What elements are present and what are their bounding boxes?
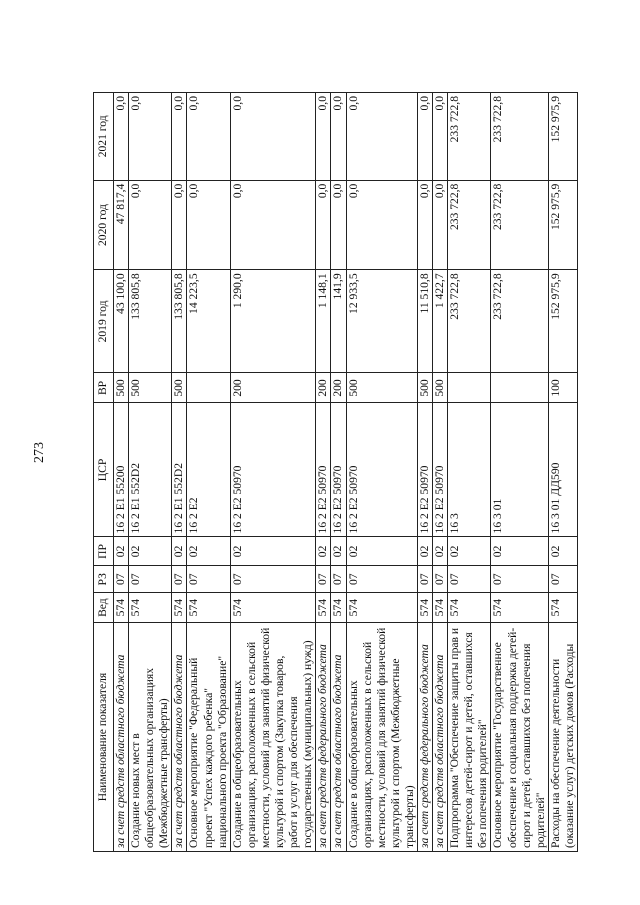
cell-2020: 0,0 bbox=[316, 180, 331, 270]
cell-2019: 133 805,8 bbox=[172, 270, 187, 373]
cell-name: Создание в общеобразовательных организациях, расположенных в сельской местности, условий для занятий физической культурой и спортом (Межбюджетные трансферты) bbox=[346, 623, 417, 852]
cell-2020: 0,0 bbox=[187, 180, 230, 270]
cell-ved: 574 bbox=[187, 593, 230, 623]
cell-pr: 02 bbox=[172, 537, 187, 566]
cell-2020: 0,0 bbox=[346, 180, 417, 270]
cell-csr: 16 2 E1 55200 bbox=[114, 403, 129, 537]
cell-csr: 16 2 E2 50970 bbox=[316, 403, 331, 537]
cell-2021: 0,0 bbox=[129, 93, 172, 181]
cell-rz: 07 bbox=[230, 566, 316, 593]
cell-2020: 0,0 bbox=[433, 180, 448, 270]
table-row bbox=[417, 93, 432, 852]
cell-2021: 233 722,8 bbox=[491, 93, 548, 181]
cell-2021: 0,0 bbox=[316, 93, 331, 181]
cell-ved: 574 bbox=[316, 593, 331, 623]
cell-2019: 1 290,0 bbox=[230, 270, 316, 373]
cell-name: Основное мероприятие "Государственное обеспечение и социальная поддержка детей-сирот и детей, оставшихся без попечения родителей" bbox=[491, 623, 548, 852]
cell-2019: 233 722,8 bbox=[448, 270, 491, 373]
header-2021: 2021 год bbox=[94, 93, 114, 181]
header-ved: Вед bbox=[94, 593, 114, 623]
cell-2019: 233 722,8 bbox=[491, 270, 548, 373]
cell-2020: 233 722,8 bbox=[491, 180, 548, 270]
cell-pr: 02 bbox=[491, 537, 548, 566]
table-row bbox=[448, 93, 491, 852]
cell-2019: 14 223,5 bbox=[187, 270, 230, 373]
cell-vr bbox=[491, 373, 548, 403]
table-row bbox=[187, 93, 230, 852]
cell-2020: 152 975,9 bbox=[548, 180, 577, 270]
table-row bbox=[129, 93, 172, 852]
cell-csr: 16 3 01 ДД590 bbox=[548, 403, 577, 537]
header-2019: 2019 год bbox=[94, 270, 114, 373]
cell-ved: 574 bbox=[172, 593, 187, 623]
cell-vr: 500 bbox=[172, 373, 187, 403]
header-csr: ЦСР bbox=[94, 403, 114, 537]
cell-rz: 07 bbox=[114, 566, 129, 593]
cell-csr: 16 2 E1 552D2 bbox=[172, 403, 187, 537]
cell-rz: 07 bbox=[346, 566, 417, 593]
table-row bbox=[548, 93, 577, 852]
cell-pr: 02 bbox=[129, 537, 172, 566]
cell-pr: 02 bbox=[331, 537, 346, 566]
cell-rz: 07 bbox=[491, 566, 548, 593]
cell-2019: 1 422,7 bbox=[433, 270, 448, 373]
cell-vr: 500 bbox=[114, 373, 129, 403]
cell-pr: 02 bbox=[316, 537, 331, 566]
cell-vr bbox=[187, 373, 230, 403]
cell-pr: 02 bbox=[114, 537, 129, 566]
cell-2020: 0,0 bbox=[129, 180, 172, 270]
cell-vr: 500 bbox=[346, 373, 417, 403]
cell-vr bbox=[448, 373, 491, 403]
cell-csr: 16 3 01 bbox=[491, 403, 548, 537]
header-rz: РЗ bbox=[94, 566, 114, 593]
cell-vr: 100 bbox=[548, 373, 577, 403]
cell-2021: 0,0 bbox=[172, 93, 187, 181]
header-name: Наименование показателя bbox=[94, 623, 114, 852]
cell-vr: 200 bbox=[316, 373, 331, 403]
header-2020: 2020 год bbox=[94, 180, 114, 270]
cell-ved: 574 bbox=[433, 593, 448, 623]
cell-ved: 574 bbox=[114, 593, 129, 623]
table-body bbox=[114, 93, 578, 852]
cell-rz: 07 bbox=[331, 566, 346, 593]
cell-name: Расходы на обеспечение деятельности (оказание услуг) детских домов (Расходы bbox=[548, 623, 577, 852]
cell-pr: 02 bbox=[417, 537, 432, 566]
table-row bbox=[433, 93, 448, 852]
cell-ved: 574 bbox=[491, 593, 548, 623]
cell-pr: 02 bbox=[346, 537, 417, 566]
cell-name: за счет средств федерального бюджета bbox=[316, 623, 331, 852]
cell-2021: 0,0 bbox=[187, 93, 230, 181]
cell-csr: 16 2 E2 bbox=[187, 403, 230, 537]
cell-name: за счет средств областного бюджета bbox=[331, 623, 346, 852]
cell-pr: 02 bbox=[187, 537, 230, 566]
cell-csr: 16 2 E2 50970 bbox=[230, 403, 316, 537]
table-row bbox=[331, 93, 346, 852]
cell-2020: 0,0 bbox=[417, 180, 432, 270]
cell-ved: 574 bbox=[331, 593, 346, 623]
cell-2019: 12 933,5 bbox=[346, 270, 417, 373]
cell-name: Создание новых мест в общеобразовательных организациях (Межбюджетные трансферты) bbox=[129, 623, 172, 852]
cell-rz: 07 bbox=[433, 566, 448, 593]
cell-ved: 574 bbox=[129, 593, 172, 623]
header-vr: ВР bbox=[94, 373, 114, 403]
cell-2020: 0,0 bbox=[230, 180, 316, 270]
table-row bbox=[172, 93, 187, 852]
cell-2021: 0,0 bbox=[433, 93, 448, 181]
cell-rz: 07 bbox=[187, 566, 230, 593]
cell-rz: 07 bbox=[316, 566, 331, 593]
table-row bbox=[114, 93, 129, 852]
cell-pr: 02 bbox=[548, 537, 577, 566]
cell-name: за счет средств областного бюджета bbox=[433, 623, 448, 852]
cell-pr: 02 bbox=[448, 537, 491, 566]
cell-vr: 200 bbox=[331, 373, 346, 403]
cell-2019: 133 805,8 bbox=[129, 270, 172, 373]
cell-csr: 16 2 E2 50970 bbox=[417, 403, 432, 537]
cell-csr: 16 2 E2 50970 bbox=[433, 403, 448, 537]
cell-2019: 152 975,9 bbox=[548, 270, 577, 373]
cell-vr: 500 bbox=[417, 373, 432, 403]
cell-name: Подпрограмма "Обеспечение защиты прав и интересов детей-сирот и детей, оставшихся без попечения родителей" bbox=[448, 623, 491, 852]
cell-2021: 0,0 bbox=[114, 93, 129, 181]
cell-rz: 07 bbox=[172, 566, 187, 593]
cell-name: Основное мероприятие "Федеральный проект "Успех каждого ребенка" национального проекта "Образование" bbox=[187, 623, 230, 852]
cell-rz: 07 bbox=[548, 566, 577, 593]
cell-2020: 0,0 bbox=[331, 180, 346, 270]
table-row bbox=[346, 93, 417, 852]
cell-name: Создание в общеобразовательных организациях, расположенных в сельской местности, условий для занятий физической культурой и спортом (Закупка товаров, работ и услуг для обеспечения государственных (муниципальных) нужд) bbox=[230, 623, 316, 852]
cell-2021: 0,0 bbox=[331, 93, 346, 181]
cell-ved: 574 bbox=[230, 593, 316, 623]
cell-vr: 500 bbox=[129, 373, 172, 403]
cell-ved: 574 bbox=[548, 593, 577, 623]
table-row bbox=[230, 93, 316, 852]
cell-pr: 02 bbox=[433, 537, 448, 566]
table-row bbox=[491, 93, 548, 852]
cell-2020: 47 817,4 bbox=[114, 180, 129, 270]
header-pr: ПР bbox=[94, 537, 114, 566]
cell-ved: 574 bbox=[417, 593, 432, 623]
cell-vr: 200 bbox=[230, 373, 316, 403]
cell-2021: 152 975,9 bbox=[548, 93, 577, 181]
cell-2020: 233 722,8 bbox=[448, 180, 491, 270]
cell-csr: 16 2 E1 552D2 bbox=[129, 403, 172, 537]
cell-2019: 43 100,0 bbox=[114, 270, 129, 373]
cell-2021: 0,0 bbox=[346, 93, 417, 181]
cell-2021: 0,0 bbox=[230, 93, 316, 181]
cell-2021: 233 722,8 bbox=[448, 93, 491, 181]
cell-2019: 11 510,8 bbox=[417, 270, 432, 373]
cell-name: за счет средств федерального бюджета bbox=[417, 623, 432, 852]
budget-table bbox=[93, 92, 578, 852]
cell-name: за счет средств областного бюджета bbox=[172, 623, 187, 852]
page-number: 273 bbox=[32, 442, 47, 463]
cell-csr: 16 3 bbox=[448, 403, 491, 537]
cell-2019: 141,9 bbox=[331, 270, 346, 373]
cell-rz: 07 bbox=[129, 566, 172, 593]
table-header-row bbox=[94, 93, 114, 852]
table-row bbox=[316, 93, 331, 852]
cell-rz: 07 bbox=[417, 566, 432, 593]
cell-vr: 500 bbox=[433, 373, 448, 403]
cell-ved: 574 bbox=[346, 593, 417, 623]
cell-rz: 07 bbox=[448, 566, 491, 593]
cell-2020: 0,0 bbox=[172, 180, 187, 270]
cell-2019: 1 148,1 bbox=[316, 270, 331, 373]
cell-2021: 0,0 bbox=[417, 93, 432, 181]
rotated-table-container bbox=[93, 92, 611, 852]
cell-name: за счет средств областного бюджета bbox=[114, 623, 129, 852]
cell-csr: 16 2 E2 50970 bbox=[346, 403, 417, 537]
cell-ved: 574 bbox=[448, 593, 491, 623]
cell-csr: 16 2 E2 50970 bbox=[331, 403, 346, 537]
cell-pr: 02 bbox=[230, 537, 316, 566]
